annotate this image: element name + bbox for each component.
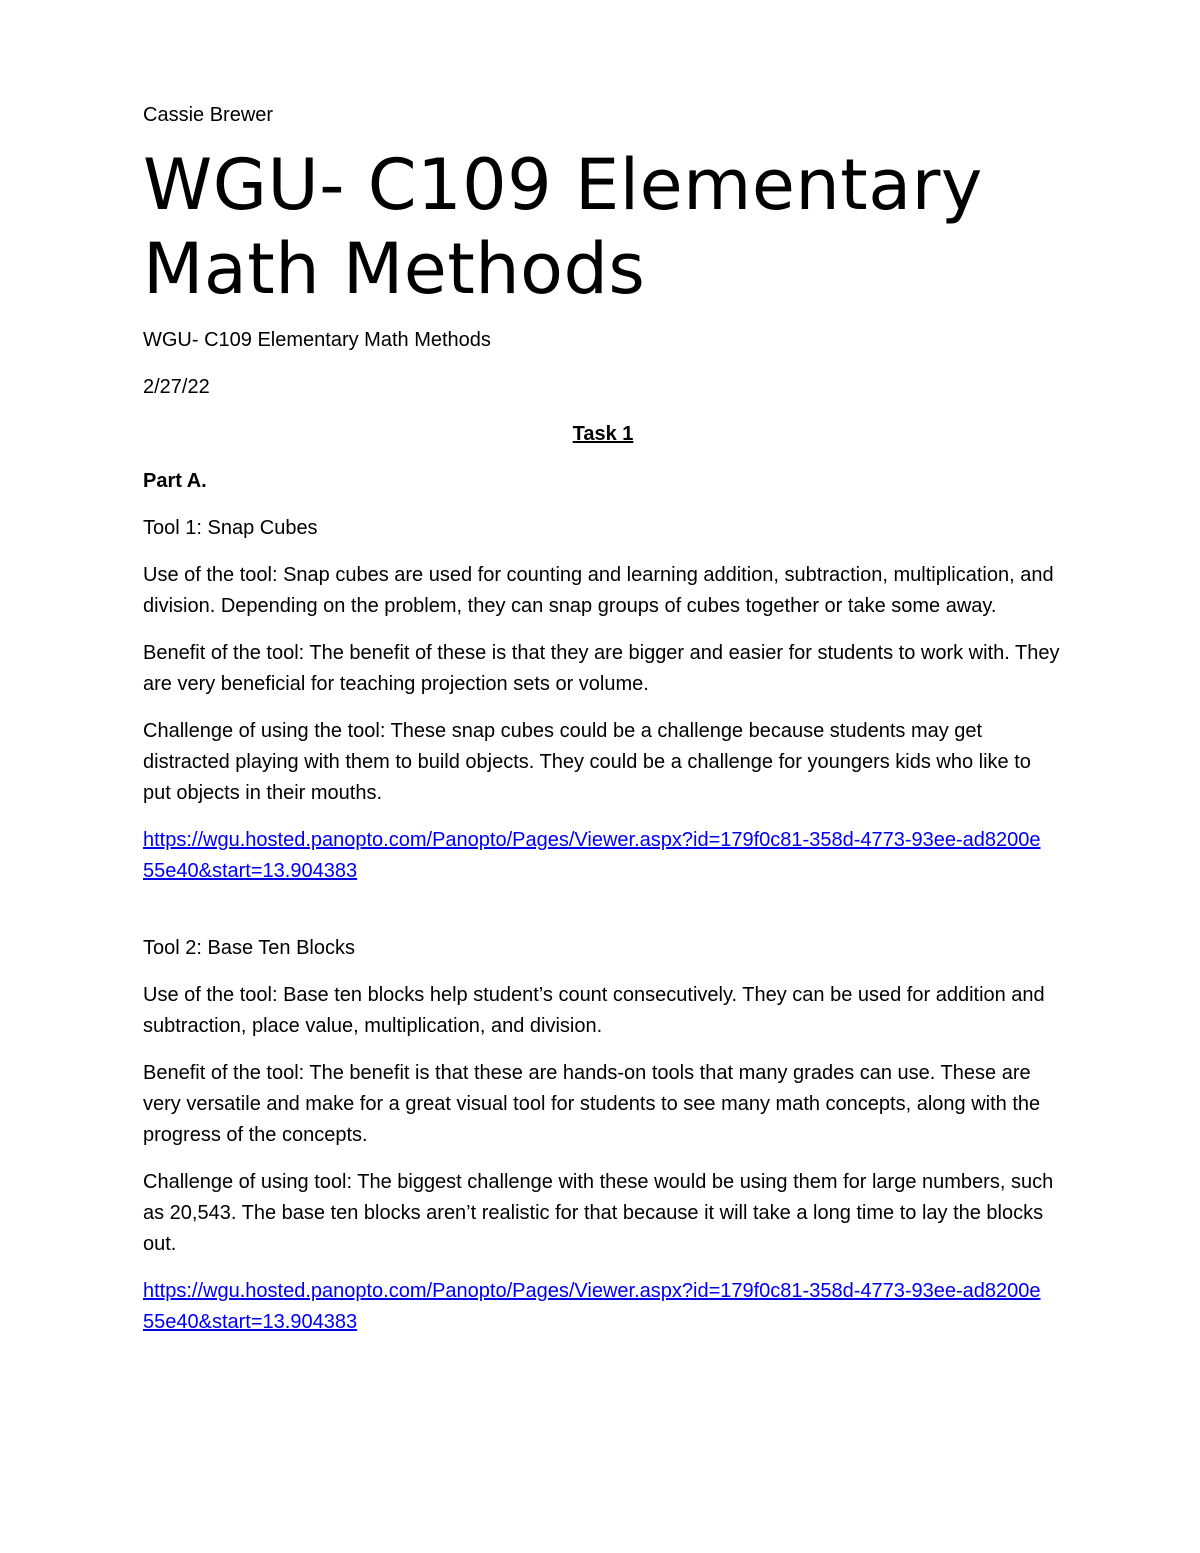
part-heading: Part A.	[143, 470, 207, 492]
tool-challenge-paragraph: Challenge of using tool: The biggest challenge with these would be using them for large numbers, such as 20,543. The base ten blocks aren’t realistic for that because it will take a long time to lay the blocks out.	[143, 1171, 1054, 1255]
tool-video-link[interactable]: https://wgu.hosted.panopto.com/Panopto/Pages/Viewer.aspx?id=179f0c81-358d-4773-93ee-ad8200e55e40&start=13.904383	[143, 1280, 1041, 1333]
document-date: 2/27/22	[143, 376, 210, 398]
tool-use-paragraph: Use of the tool: Snap cubes are used for counting and learning addition, subtraction, multiplication, and division. Depending on the problem, they can snap groups of cubes together or take some away.	[143, 564, 1054, 617]
task-heading: Task 1	[572, 423, 634, 445]
tool-challenge-paragraph: Challenge of using the tool: These snap cubes could be a challenge because students may get distracted playing with them to build objects. They could be a challenge for youngers kids who like to put objects in their mouths.	[143, 720, 1031, 804]
tool-section-2	[143, 933, 1063, 1338]
tool-benefit-paragraph: Benefit of the tool: The benefit is that these are hands-on tools that many grades can use. These are very versatile and make for a great visual tool for students to see many math concepts, along with the progress of the concepts.	[143, 1062, 1041, 1146]
document-title: WGU- C109 Elementary Math Methods	[143, 144, 983, 310]
tool-video-link[interactable]: https://wgu.hosted.panopto.com/Panopto/Pages/Viewer.aspx?id=179f0c81-358d-4773-93ee-ad8200e55e40&start=13.904383	[143, 829, 1041, 882]
tool-name: Tool 2: Base Ten Blocks	[143, 937, 355, 959]
tool-section-1	[143, 513, 1063, 887]
tool-benefit-paragraph: Benefit of the tool: The benefit of these is that they are bigger and easier for students to work with. They are very beneficial for teaching projection sets or volume.	[143, 642, 1060, 695]
document-page	[143, 100, 1063, 1338]
tool-use-paragraph: Use of the tool: Base ten blocks help student’s count consecutively. They can be used for addition and subtraction, place value, multiplication, and division.	[143, 984, 1045, 1037]
document-subtitle: WGU- C109 Elementary Math Methods	[143, 329, 491, 351]
section-spacer	[143, 887, 1063, 933]
author-name: Cassie Brewer	[143, 104, 274, 126]
tool-name: Tool 1: Snap Cubes	[143, 517, 318, 539]
